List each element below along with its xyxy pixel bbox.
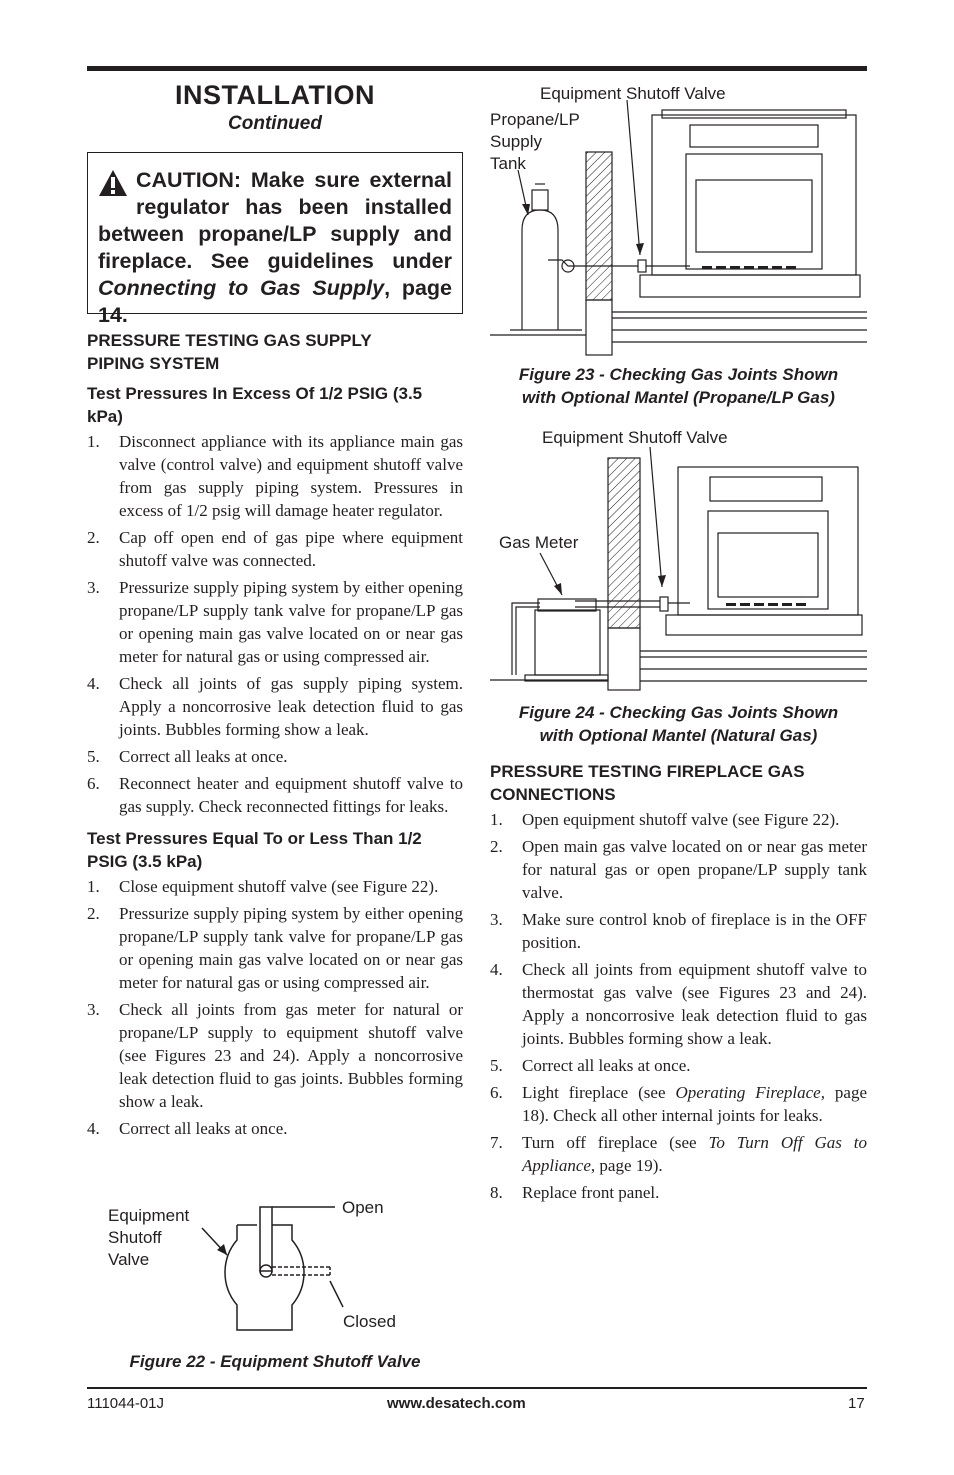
list-item: 1. Open equipment shutoff valve (see Figure 22). [490, 810, 840, 829]
website: www.desatech.com [387, 1395, 526, 1412]
list-item: 2. Pressurize supply piping system by either opening propane/LP supply tank valve for propane/LP gas or opening main gas valve located on or near gas meter for natural gas or using compressed air. [87, 904, 463, 992]
caution-box [87, 152, 463, 327]
subsection-title-equal: Test Pressures Equal To or Less Than 1/2 PSIG (3.5 kPa) [87, 829, 422, 871]
list-item: 5. Correct all leaks at once. [490, 1056, 691, 1075]
list-item: 1. Disconnect appliance with its appliance main gas valve (control valve) and equipment shutoff valve from gas supply piping system. Pressures in excess of 1/2 psig will damage heater regulator. [87, 432, 463, 520]
figure-24-caption-2: with Optional Mantel (Natural Gas) [539, 726, 818, 745]
warning-icon [98, 169, 128, 197]
list-item: 1. Close equipment shutoff valve (see Figure 22). [87, 877, 439, 896]
left-column [87, 329, 463, 1140]
bottom-rule [87, 1387, 867, 1389]
list-item: 3. Pressurize supply piping system by either opening propane/LP supply tank valve for propane/LP gas or opening main gas valve located on or near gas meter for natural gas or using compressed air. [87, 578, 463, 666]
list-item: 4. Correct all leaks at once. [87, 1119, 288, 1138]
label-shutoff-valve-2: Equipment Shutoff Valve [542, 428, 728, 447]
figure-24-caption-1: Figure 24 - Checking Gas Joints Shown [518, 703, 839, 722]
caution-link-text: Connecting to Gas Supply [98, 276, 385, 300]
section-title-fireplace: PRESSURE TESTING FIREPLACE GAS CONNECTIONS [490, 762, 805, 804]
label-equipment: Equipment [108, 1206, 190, 1225]
subsection-title-excess: Test Pressures In Excess Of 1/2 PSIG (3.5 kPa) [87, 384, 423, 426]
list-item: 6. Reconnect heater and equipment shutoff valve to gas supply. Check reconnected fittings for leaks. [87, 774, 463, 816]
list-item: 3. Check all joints from gas meter for natural or propane/LP supply to equipment shutoff valve (see Figures 23 and 24). Apply a noncorrosive leak detection fluid to gas joints. Bubbles forming show a leak. [87, 1000, 463, 1111]
figure-23-caption-1: Figure 23 - Checking Gas Joints Shown [518, 365, 839, 384]
steps-excess [87, 430, 463, 818]
figure-23-caption-2: with Optional Mantel (Propane/LP Gas) [522, 388, 835, 407]
figure-22-caption: Figure 22 - Equipment Shutoff Valve [129, 1352, 421, 1371]
list-item: 4. Check all joints from equipment shutoff valve to thermostat gas valve (see Figures 23 and 24). Apply a noncorrosive leak detection fluid to gas joints. Bubbles forming show a leak. [490, 960, 867, 1048]
steps-fireplace [490, 808, 867, 1077]
right-column [490, 760, 867, 1204]
list-item: 3. Make sure control knob of fireplace is in the OFF position. [490, 910, 867, 952]
label-closed: Closed [343, 1312, 396, 1331]
label-supply: Supply [490, 132, 542, 151]
list-item: 5. Correct all leaks at once. [87, 747, 288, 766]
list-item: 6. Light fireplace (see Operating Fireplace, page 18). Check all other internal joints for leaks. [490, 1083, 868, 1125]
page-number: 17 [848, 1395, 865, 1412]
label-tank: Tank [490, 154, 526, 173]
section-title-supply: PRESSURE TESTING GAS SUPPLY PIPING SYSTEM [87, 331, 372, 373]
label-open: Open [342, 1198, 384, 1217]
list-item: 2. Cap off open end of gas pipe where equipment shutoff valve was connected. [87, 528, 463, 570]
label-shutoff-valve: Equipment Shutoff Valve [540, 84, 726, 103]
label-propane: Propane/LP [490, 110, 580, 129]
page-subtitle: Continued [228, 113, 322, 134]
label-shutoff: Shutoff [108, 1228, 162, 1247]
list-item: 7. Turn off fireplace (see To Turn Off Gas to Appliance, page 19). [490, 1133, 867, 1175]
label-valve: Valve [108, 1250, 150, 1269]
list-item: 4. Check all joints of gas supply piping system. Apply a noncorrosive leak detection fluid to gas joints. Bubbles forming show a leak. [87, 674, 463, 739]
list-item: 8. Replace front panel. [490, 1183, 660, 1202]
header [87, 80, 463, 135]
page-title: INSTALLATION [175, 80, 375, 110]
doc-number: 111044-01J [87, 1395, 165, 1412]
steps-fireplace-extra [490, 1081, 867, 1204]
steps-equal [87, 875, 463, 1140]
top-rule [87, 66, 867, 71]
label-gas-meter: Gas Meter [499, 533, 579, 552]
figure-23 [490, 80, 867, 410]
figure-22 [87, 1195, 463, 1380]
list-item: 2. Open main gas valve located on or near gas meter for natural gas or open propane/LP supply tank valve. [490, 837, 867, 902]
caution-text: CAUTION: Make sure external regulator has been installed between propane/LP supply and fireplace. See guidelines under [98, 168, 452, 273]
figure-24 [490, 425, 867, 750]
natural-gas-diagram [490, 425, 867, 695]
caution-text-end: , page 14. [98, 276, 452, 327]
